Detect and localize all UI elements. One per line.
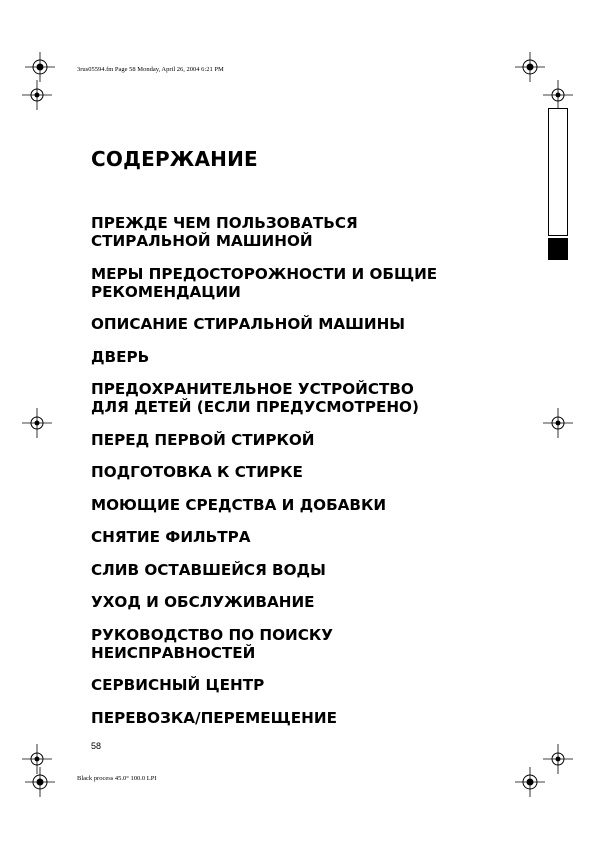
toc-item: [91, 380, 531, 416]
toc-item: [91, 214, 531, 250]
registration-mark-icon: [515, 767, 545, 797]
section-thumb-tab: [548, 108, 568, 260]
print-header: 3rus05594.fm Page 58 Monday, April 26, 2004 6:21 PM: [77, 66, 224, 73]
registration-mark-icon: [543, 408, 573, 438]
toc-item-line: ДЛЯ ДЕТЕЙ (ЕСЛИ ПРЕДУСМОТРЕНО): [91, 398, 419, 416]
toc-item-line: СЕРВИСНЫЙ ЦЕНТР: [91, 676, 265, 694]
toc-item: [91, 315, 531, 333]
page-number: 58: [91, 741, 102, 751]
print-footer: Black process 45.0° 100.0 LPI: [77, 775, 157, 782]
registration-mark-icon: [543, 80, 573, 110]
toc-item-line: МЕРЫ ПРЕДОСТОРОЖНОСТИ И ОБЩИЕ: [91, 264, 438, 283]
toc-item: [91, 676, 531, 694]
toc-item: [91, 626, 531, 662]
toc-item-line: РУКОВОДСТВО ПО ПОИСКУ: [91, 625, 333, 644]
toc-item-line: СТИРАЛЬНОЙ МАШИНОЙ: [91, 232, 313, 250]
toc-item-line: УХОД И ОБСЛУЖИВАНИЕ: [91, 593, 315, 611]
toc-item: [91, 593, 531, 611]
toc-item: [91, 431, 531, 449]
toc-item-line: РЕКОМЕНДАЦИИ: [91, 282, 241, 301]
toc-item: [91, 528, 531, 546]
toc-item-line: ПРЕЖДЕ ЧЕМ ПОЛЬЗОВАТЬСЯ: [91, 214, 358, 232]
registration-mark-icon: [22, 80, 52, 110]
toc-item-line: ПРЕДОХРАНИТЕЛЬНОЕ УСТРОЙСТВО: [91, 380, 414, 398]
toc-item: [91, 265, 531, 301]
toc-item-line: ОПИСАНИЕ СТИРАЛЬНОЙ МАШИНЫ: [91, 315, 406, 333]
registration-mark-icon: [543, 744, 573, 774]
registration-mark-icon: [22, 408, 52, 438]
toc-item-line: ДВЕРЬ: [91, 347, 150, 366]
toc-item-line: МОЮЩИЕ СРЕДСТВА И ДОБАВКИ: [91, 495, 387, 514]
toc-item: [91, 496, 531, 514]
toc-item-line: ПЕРЕД ПЕРВОЙ СТИРКОЙ: [91, 430, 315, 449]
table-of-contents: [91, 214, 531, 741]
toc-item-line: ПОДГОТОВКА К СТИРКЕ: [91, 463, 303, 481]
registration-mark-icon: [25, 767, 55, 797]
toc-item-line: НЕИСПРАВНОСТЕЙ: [91, 643, 256, 662]
registration-mark-icon: [25, 52, 55, 82]
registration-mark-icon: [515, 52, 545, 82]
toc-item-line: ПЕРЕВОЗКА/ПЕРЕМЕЩЕНИЕ: [91, 708, 337, 727]
toc-item: [91, 348, 531, 366]
toc-item-line: СНЯТИЕ ФИЛЬТРА: [91, 528, 251, 546]
toc-item: [91, 463, 531, 481]
toc-item-line: СЛИВ ОСТАВШЕЙСЯ ВОДЫ: [91, 560, 326, 579]
toc-item: [91, 561, 531, 579]
toc-item: [91, 709, 531, 727]
page-title: СОДЕРЖАНИЕ: [91, 147, 258, 171]
